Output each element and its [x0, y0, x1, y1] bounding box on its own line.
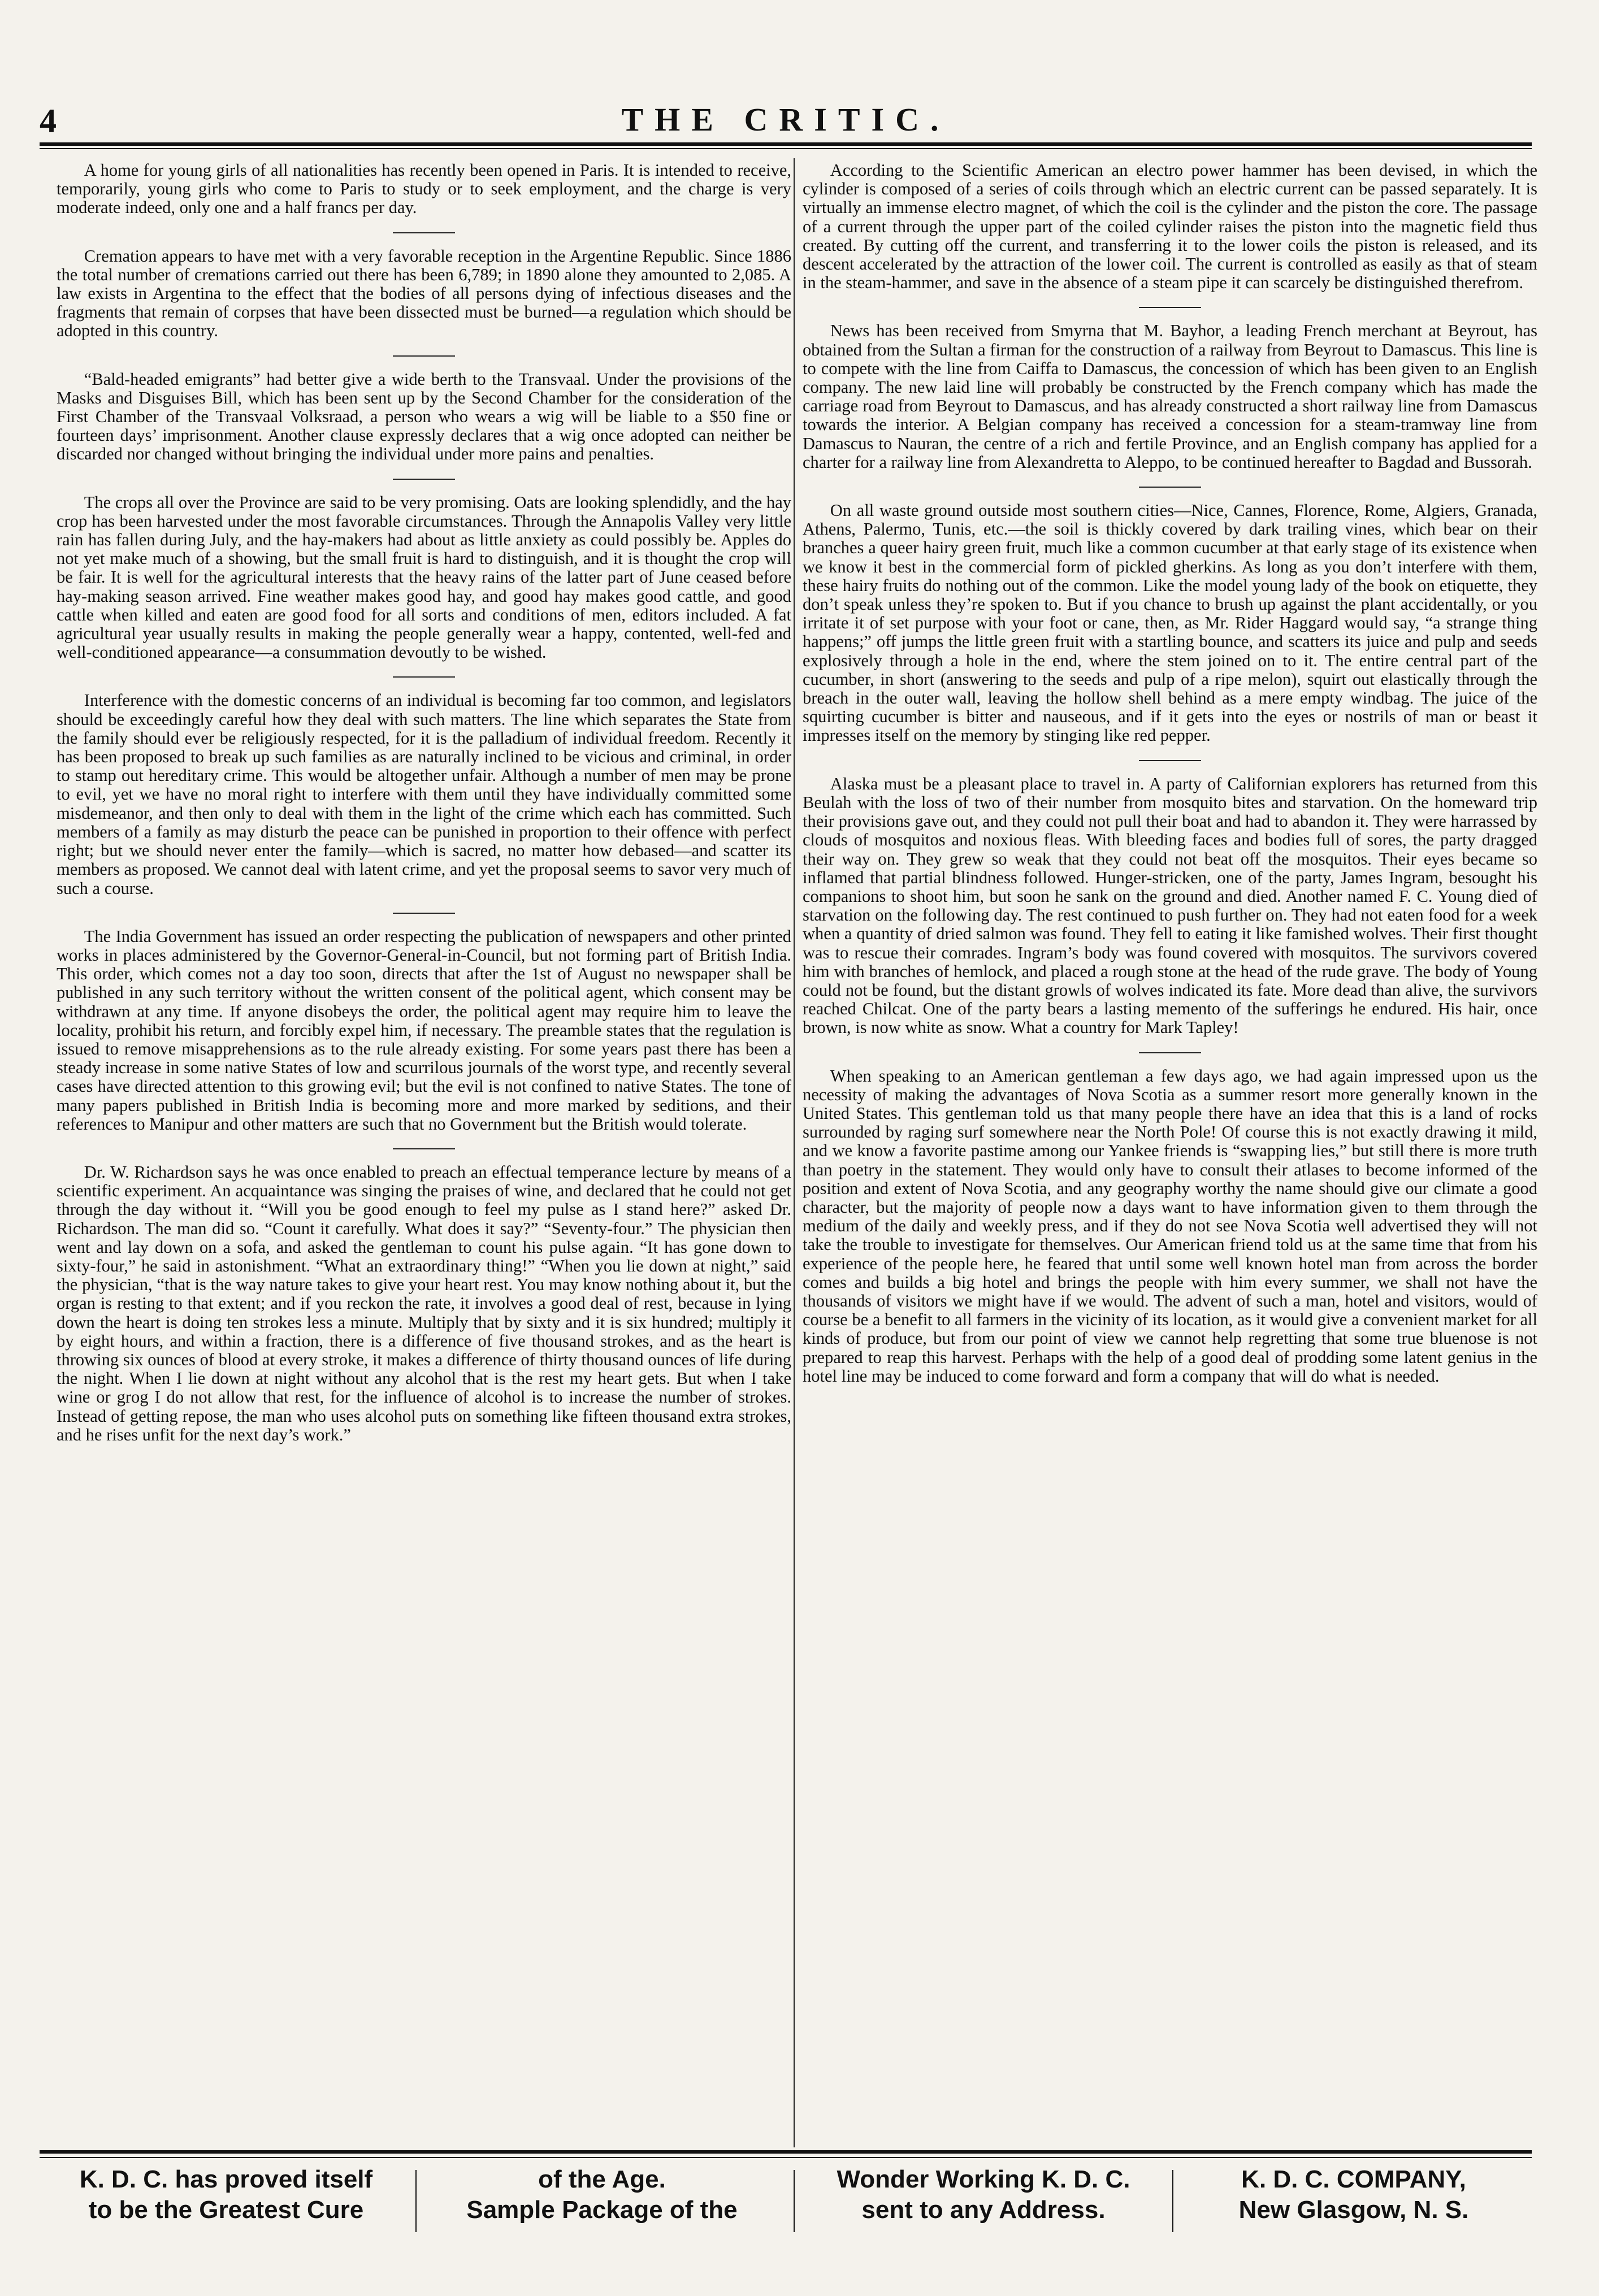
article-separator — [1139, 487, 1201, 488]
article-separator — [393, 479, 455, 480]
article-electro-power-hammer — [803, 161, 1537, 292]
ad-block-2 — [418, 2164, 786, 2238]
right-column — [803, 161, 1537, 2142]
article-separator — [1139, 1052, 1201, 1053]
article-bald-headed-emigrants — [57, 370, 791, 464]
article-alaska-explorers — [803, 775, 1537, 1038]
page-number: 4 — [40, 102, 57, 140]
article-paragraph: Alaska must be a pleasant place to travel in. A party of Californian explorers has returned from this Beulah with the loss of two of their number from mosquito bites and starvation. On the homeward trip their provisions gave out, and they could not pull their boat and had to abandon it. They were harrassed by clouds of mosquitos and noxious fleas. With bleeding faces and bodies full of sores, the party dragged their way on. They grew so weak that they could not beat off the mosquitos. Their eyes became so inflamed that partial blindness followed. Hunger-stricken, one of the party, James Ingram, besought his companions to shoot him, but soon he sank on the ground and died. Another named F. C. Young died of starvation on the following day. The rest continued to push further on. They had not eaten food for a week when a quantity of dried salmon was found. They fell to eating it like famished wolves. Their first thought was to rescue their comrades. Ingram’s body was found covered with mosquitos. The survivors covered him with branches of hemlock, and placed a rough stone at the head of the rude grave. The body of Young could not be found, but the distant growls of wolves indicated its fate. More dead than alive, the survivors reached Chilcat. One of the party bears a lasting memento of the sufferings he endured. His hair, once brown, is now white as snow. What a country for Mark Tapley! — [803, 774, 1537, 1038]
page-header — [40, 102, 1532, 141]
footer-rule-thin — [40, 2157, 1532, 2158]
article-richardson-temperance — [57, 1163, 791, 1444]
article-paragraph: A home for young girls of all nationalities has recently been opened in Paris. It is intended to receive, temporarily, young girls who come to Paris to study or to seek employment, and the charge is very moderate indeed, only one and a half francs per day. — [57, 161, 791, 218]
article-paragraph: Cremation appears to have met with a very favorable reception in the Argentine Republic. Since 1886 the total number of cremations carried out there has been 6,789; in 1890 alone they amounted to 2,085. A law exists in Argentina to the effect that the bodies of all persons dying of infectious diseases and the fragments that remain of corpses that have been dissected must be burned—a regulation which should be adopted in this country. — [57, 246, 791, 341]
article-separator — [1139, 760, 1201, 761]
article-separator — [393, 913, 455, 914]
article-separator — [393, 355, 455, 357]
article-separator — [393, 1148, 455, 1149]
article-paragraph: According to the Scientific American an electro power hammer has been devised, in which the cylinder is composed of a series of coils through which an electric current can be passed separately. It is virtually an immense electro magnet, of which the coil is the cylinder and the piston the core. The passage of a current through the upper part of the coiled cylinder raises the piston into the magnetic field thus created. By cutting off the current, and transferring it to the lower coils the piston is released, and its descent accelerated by the attraction of the lower coil. The current is controlled as easily as that of steam in the steam-hammer, and save in the absence of a steam pipe it can scarcely be distinguished therefrom. — [803, 161, 1537, 293]
article-paragraph: “Bald-headed emigrants” had better give a wide berth to the Transvaal. Under the provisions of the Masks and Disguises Bill, which has been sent up by the Second Chamber for the consideration of the First Chamber of the Transvaal Volksraad, a person who wears a wig will be liable to a $50 fine or fourteen days’ imprisonment. Another clause expressly declares that a wig once adopted can neither be discarded nor changed without bringing the individual under more pains and penalties. — [57, 369, 791, 464]
article-india-newspapers — [57, 927, 791, 1134]
article-separator — [1139, 307, 1201, 308]
ad-line: New Glasgow, N. S. — [1238, 2196, 1469, 2224]
left-column — [57, 161, 791, 2142]
ad-line: to be the Greatest Cure — [88, 2196, 364, 2224]
ad-line: Sample Package of the — [466, 2196, 738, 2224]
article-beyrout-railway — [803, 322, 1537, 472]
header-rule-thin — [40, 148, 1532, 149]
article-paragraph: Dr. W. Richardson says he was once enabled to preach an effectual temperance lecture by means of a scientific experiment. An acquaintance was singing the praises of wine, and declared that he could not get through the day without it. “Will you be good enough to feel my pulse as I stand here?” asked Dr. Richardson. The man did so. “Count it carefully. What does it say?” “Seventy-four.” The physician then went and lay down on a sofa, and asked the gentleman to count his pulse again. “It has gone down to sixty-four,” he said in astonishment. “What an extraordinary thing!” “When you lie down at night,” said the physician, “that is the way nature takes to give your heart rest. You may know nothing about it, but the organ is resting to that extent; and if you reckon the rate, it involves a good deal of rest, because in lying down the heart is doing ten strokes less a minute. Multiply that by sixty and it is six hundred; multiply it by eight hours, and within a fraction, there is a difference of five thousand strokes, and as the heart is throwing six ounces of blood at every stroke, it makes a difference of thirty thousand ounces of life during the night. When I lie down at night without any alcohol that is the rest my heart gets. But when I take wine or grog I do not allow that rest, for the influence of alcohol is to increase the number of strokes. Instead of getting repose, the man who uses alcohol puts on something like fifteen thousand extra strokes, and he rises unfit for the next day’s work.” — [57, 1162, 791, 1444]
ad-divider — [415, 2170, 417, 2232]
ad-line: Wonder Working K. D. C. — [837, 2165, 1130, 2193]
article-crops-province — [57, 493, 791, 662]
article-paragraph: The India Government has issued an order respecting the publication of newspapers and other printed works in places administered by the Governor-General-in-Council, but not forming part of British India. This order, which comes not a day too soon, directs that after the 1st of August no newspaper shall be published in any such territory without the written consent of the political agent, which consent may be withdrawn at any time. If anyone disobeys the order, the political agent may require him to leave the locality, prohibit his return, and forcibly expel him, if necessary. The preamble states that the regulation is issued to remove misapprehensions as to the rule already existing. For some years past there has been a steady increase in some native States of low and scurrilous journals of the worst type, and recently several cases have directed attention to this growing evil; but the evil is not confined to native States. The tone of many papers published in British India is becoming more and more marked by seditions, and their references to Manipur and other matters are such that no Government but the British would tolerate. — [57, 926, 791, 1134]
ad-line: K. D. C. COMPANY, — [1241, 2165, 1466, 2193]
ad-block-4 — [1176, 2164, 1532, 2238]
ad-divider — [794, 2170, 795, 2232]
masthead-title: THE CRITIC. — [621, 101, 950, 138]
column-divider — [794, 158, 795, 2147]
article-paragraph: On all waste ground outside most southern cities—Nice, Cannes, Florence, Rome, Algiers, Granada, Athens, Palermo, Tunis, etc.—the soil is thickly covered by dark trailing vines, which bear on their branches a queer hairy green fruit, much like a common cucumber at that early stage of its existence when we know it best in the commercial form of pickled gherkins. As long as you don’t interfere with them, these hairy fruits do nothing out of the common. Like the model young lady of the book on etiquette, they don’t speak unless they’re spoken to. But if you chance to brush up against the plant accidentally, or you irritate it of set purpose with your foot or cane, then, as Mr. Rider Haggard would say, “a strange thing happens;” off jumps the little green fruit with a startling bounce, and scatters its juice and pulp and seeds explosively through a hole in the end, where the stem joined on to it. The entire central part of the cucumber, in short (answering to the seeds and pulp of a ripe melon), squirt out elastically through the breach in the outer wall, leaving the hollow shell behind as a mere empty windbag. The juice of the squirting cucumber is bitter and nauseous, and if it gets into the eyes or nostrils of man or beast it impresses itself on the memory by stinging like red pepper. — [803, 501, 1537, 745]
article-domestic-interference — [57, 691, 791, 897]
article-nova-scotia-resort — [803, 1067, 1537, 1386]
footer-advertisement — [40, 2164, 1532, 2238]
article-separator — [393, 232, 455, 233]
ad-line: K. D. C. has proved itself — [79, 2165, 373, 2193]
ad-line: of the Age. — [538, 2165, 666, 2193]
ad-line: sent to any Address. — [861, 2196, 1106, 2224]
article-cremation-argentina — [57, 247, 791, 341]
ad-block-3 — [797, 2164, 1170, 2238]
ad-divider — [1172, 2170, 1173, 2232]
header-rule — [40, 142, 1532, 146]
footer-rule — [40, 2150, 1532, 2154]
article-separator — [393, 676, 455, 678]
article-paragraph: News has been received from Smyrna that M. Bayhor, a leading French merchant at Beyrout, has obtained from the Sultan a firman for the construction of a railway from Beyrout to Damascus. This line is to compete with the line from Caiffa to Damascus, the concession of which has been given to an English company. The new laid line will probably be constructed by the French company which has made the carriage road from Beyrout to Damascus, and has already constructed a short railway line from Damascus towards the interior. A Belgian company has received a concession for a steam-tramway line from Damascus to Nauran, the centre of a rich and fertile Province, and an English company has applied for a charter for a railway line from Alexandretta to Aleppo, to be continued hereafter to Bagdad and Bussorah. — [803, 321, 1537, 472]
article-paragraph: Interference with the domestic concerns of an individual is becoming far too common, and legislators should be exceedingly careful how they deal with such matters. The line which separates the State from the family should ever be religiously respected, for it is the palladium of individual freedom. Recently it has been proposed to break up such families as are naturally inclined to be vicious and criminal, in order to stamp out hereditary crime. This would be altogether unfair. Although a number of men may be prone to evil, yet we have no moral right to interfere with them until they have individually committed some misdemeanor, and then only to deal with them in the light of the crime which each has committed. Such members of a family as may disturb the peace can be punished in proportion to their offence with perfect right; but we should never enter the family—which is sacred, no matter how debased—and scatter its members as proposed. We cannot deal with latent crime, and yet the proposal seems to savor very much of such a course. — [57, 691, 791, 898]
ad-block-1 — [40, 2164, 413, 2238]
article-squirting-cucumber — [803, 501, 1537, 745]
article-paragraph: When speaking to an American gentleman a few days ago, we had again impressed upon us the necessity of making the advantages of Nova Scotia as a summer resort more generally known in the United States. This gentleman told us that many people there have an idea that this is a land of rocks surrounded by raging surf somewhere near the North Pole! Of course this is not exactly drawing it mild, and we know a favorite pastime among our Yankee friends is “swapping lies,” but still there is more truth than poetry in the statement. They would only have to consult their atlases to become informed of the position and extent of Nova Scotia, and any geography worthy the name should give our climate a good character, but the majority of people now a days want to have information given to them through the medium of the daily and weekly press, and if they do not see Nova Scotia well advertised they will not take the trouble to investigate for themselves. Our American friend told us at the same time that from his experience of the people here, he feared that until some well known hotel man from across the border comes and builds a big hotel and brings the people with him every summer, we shall not have the thousands of visitors we might have if we would. The advent of such a man, hotel and visitors, would of course be a benefit to all farmers in the vicinity of its location, as it would give a convenient market for all kinds of produce, but from our point of view we cannot help regretting that some true bluenose is not prepared to reap this harvest. Perhaps with the help of a good deal of prodding some latent genius in the hotel line may be induced to come forward and form a company that will do what is needed. — [803, 1066, 1537, 1386]
article-paris-girls-home — [57, 161, 791, 218]
article-paragraph: The crops all over the Province are said to be very promising. Oats are looking splendidly, and the hay crop has been harvested under the most favorable circumstances. Through the Annapolis Valley very little rain has fallen during July, and the hay-makers had about as little anxiety as could possibly be. Apples do not yet make much of a showing, but the small fruit is hard to distinguish, and it is thought the crop will be fair. It is well for the agricultural interests that the heavy rains of the latter part of June ceased before hay-making season arrived. Fine weather makes good hay, and good hay makes good cattle, and good cattle when killed and eaten are good food for all sorts and conditions of men, editors included. A fat agricultural year usually results in making the people generally wear a happy, contented, well-fed and well-conditioned appearance—a consummation devoutly to be wished. — [57, 492, 791, 662]
